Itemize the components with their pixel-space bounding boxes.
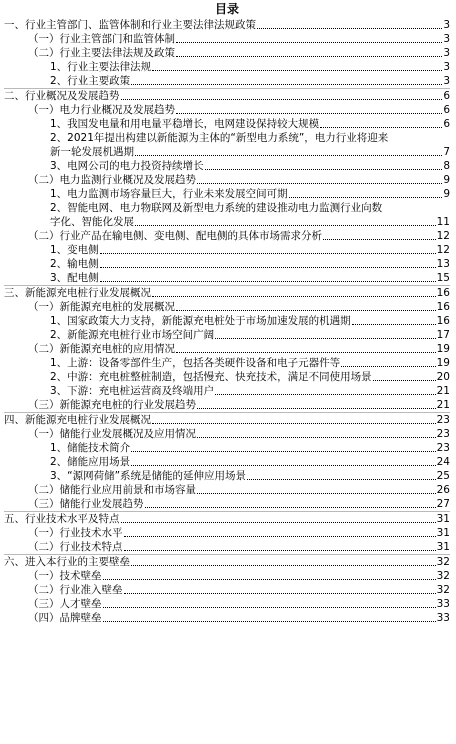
toc-dot-leader [176,113,442,114]
toc-entry-title: 2、新能源充电桩行业市场空间广阔 [50,329,215,341]
toc-section[interactable] [4,497,450,512]
toc-subsection[interactable] [4,60,450,74]
toc-section[interactable] [4,300,450,314]
toc-entry-title: 1、上游：设备零部件生产，包括各类硬件设备和电子元器件等 [50,357,341,369]
toc-page-number: 25 [436,470,450,482]
toc-dot-leader [121,522,436,523]
toc-page-number: 32 [436,556,450,568]
toc-page-number: 23 [436,414,450,426]
toc-section[interactable] [4,398,450,413]
toc-section[interactable] [4,427,450,441]
toc-dot-leader [176,352,436,353]
toc-page-number: 6 [443,90,450,102]
toc-page-number: 15 [436,272,450,284]
toc-chapter[interactable] [4,286,450,300]
toc-dot-leader [215,394,435,395]
toc-entry-title: 2、行业主要政策 [50,75,131,87]
toc-entry-title: （四）品牌壁垒 [28,612,102,624]
toc-page-number: 16 [436,287,450,299]
toc-entry-title: （二）行业产品在输电侧、变电侧、配电侧的具体市场需求分析 [28,230,322,242]
toc-page-number: 3 [443,61,450,73]
toc-page-number: 23 [436,442,450,454]
toc-page-number: 12 [436,230,450,242]
toc-entry-title: （二）电力监测行业概况及发展趋势 [28,174,196,186]
toc-page-number: 33 [436,612,450,624]
toc-dot-leader [131,465,435,466]
toc-entry-title: （二）行业主要法律法规及政策 [28,47,175,59]
toc-dot-leader [320,127,442,128]
toc-dot-leader [352,324,436,325]
toc-page-number: 31 [436,513,450,525]
toc-subsection[interactable] [4,455,450,469]
toc-dot-leader [145,507,436,508]
toc-section[interactable] [4,342,450,356]
toc-dot-leader [100,253,436,254]
toc-dot-leader [131,451,435,452]
toc-entry-title: 三、新能源充电桩行业发展概况 [4,287,151,299]
toc-page-number: 8 [443,160,450,172]
toc-entry-title: 一、行业主管部门、监管体制和行业主要法律法规政策 [4,19,256,31]
toc-page-number: 3 [443,19,450,31]
toc-page-number: 24 [436,456,450,468]
toc-entry-title: 3、下游：充电桩运营商及终端用户 [50,385,215,397]
toc-page-number: 19 [436,357,450,369]
toc-entry-title: 1、变电侧 [50,244,99,256]
toc-subsection[interactable] [4,384,450,398]
toc-dot-leader [152,70,442,71]
toc-entry-title: 字化、智能化发展 [50,216,134,228]
toc-dot-leader [197,437,436,438]
toc-section[interactable] [4,173,450,187]
toc-page-number: 27 [436,498,450,510]
toc-section[interactable] [4,229,450,243]
toc-entry-title: 1、电力监测市场容量巨大，行业未来发展空间可期 [50,188,288,200]
toc-dot-leader [152,296,436,297]
toc-entry-title: （二）储能行业应用前景和市场容量 [28,484,196,496]
toc-dot-leader [197,183,442,184]
toc-page-number: 6 [443,118,450,130]
toc-page-number: 3 [443,75,450,87]
toc-entry-title: （一）电力行业概况及发展趋势 [28,104,175,116]
toc-dot-leader [124,550,436,551]
toc-section[interactable] [4,46,450,60]
toc-entry-title: （二）行业准入壁垒 [28,584,123,596]
toc-subsection[interactable] [4,469,450,483]
toc-dot-leader [135,155,442,156]
toc-dot-leader [176,42,442,43]
toc-page-number: 16 [436,315,450,327]
toc-dot-leader [124,593,436,594]
toc-entry-title: 六、进入本行业的主要壁垒 [4,556,130,568]
toc-subsection[interactable] [4,215,450,229]
toc-dot-leader [135,225,436,226]
toc-section[interactable] [4,483,450,497]
toc-page-number: 11 [436,216,450,228]
toc-entry-title: （一）行业技术水平 [28,527,123,539]
toc-page-number: 17 [436,329,450,341]
toc-subsection[interactable] [4,328,450,342]
toc-section[interactable] [4,32,450,46]
toc-dot-leader [176,56,442,57]
toc-subsection[interactable] [4,257,450,271]
toc-page-number: 13 [436,258,450,270]
toc-entry-title: （一）新能源充电桩的发展概况 [28,301,175,313]
toc-section[interactable] [4,583,450,597]
toc-subsection[interactable] [4,74,450,89]
toc-chapter[interactable] [4,18,450,32]
toc-page-number: 20 [436,371,450,383]
toc-page-number: 7 [443,146,450,158]
toc-dot-leader [176,310,436,311]
toc-entry-title: 2、中游：充电桩整桩制造，包括慢充、快充技术，满足不同使用场景 [50,371,372,383]
toc-dot-leader [205,169,443,170]
toc-dot-leader [103,579,436,580]
toc-page-number: 32 [436,584,450,596]
toc-dot-leader [215,338,435,339]
toc-chapter[interactable] [4,413,450,427]
toc-subsection[interactable] [4,314,450,328]
toc-page-number: 9 [443,174,450,186]
toc-page-number: 32 [436,570,450,582]
toc-dot-leader [131,84,442,85]
toc-entry-title: （一）行业主管部门和监管体制 [28,33,175,45]
toc-chapter[interactable] [4,555,450,569]
toc-dot-leader [323,239,436,240]
toc-entry-title: 3、电网公司的电力投资持续增长 [50,160,204,172]
toc-subsection[interactable] [4,243,450,257]
toc-entry-title: 2、储能应用场景 [50,456,131,468]
toc-subsection[interactable] [4,187,450,201]
toc-page-number: 33 [436,598,450,610]
toc-dot-leader [257,28,442,29]
toc-chapter[interactable] [4,89,450,103]
toc-dot-leader [103,621,436,622]
toc-dot-leader [247,479,436,480]
toc-section[interactable] [4,569,450,583]
toc-dot-leader [100,267,436,268]
toc-entry-title: 二、行业概况及发展趋势 [4,90,120,102]
toc-subsection[interactable] [4,271,450,286]
toc-entries [4,18,450,625]
toc-page-number: 3 [443,33,450,45]
toc-section[interactable] [4,526,450,540]
toc-page-number: 3 [443,47,450,59]
toc-page-number: 31 [436,541,450,553]
toc-page-number: 9 [443,188,450,200]
toc-entry-title: 五、行业技术水平及特点 [4,513,120,525]
toc-page-number: 16 [436,301,450,313]
toc-entry-title: 3、“源网荷储”系统是储能的延伸应用场景 [50,470,247,482]
toc-page-number: 21 [436,385,450,397]
toc-entry-title: 3、配电侧 [50,272,99,284]
toc-chapter[interactable] [4,512,450,526]
toc-dot-leader [289,197,443,198]
toc-section[interactable] [4,103,450,117]
toc-entry-wrapped-line[interactable]: 2、2021年提出构建以新能源为主体的“新型电力系统”，电力行业将迎来 [50,132,389,144]
toc-dot-leader [124,536,436,537]
toc-entry-title: （三）储能行业发展趋势 [28,498,144,510]
toc-subsection[interactable] [4,441,450,455]
toc-entry-title: （三）新能源充电桩的行业发展趋势 [28,399,196,411]
toc-title: 目录 [214,2,239,16]
toc-dot-leader [152,423,436,424]
toc-entry-title: （三）人才壁垒 [28,598,102,610]
toc-page-number: 31 [436,527,450,539]
toc-entry-title: （二）行业技术特点 [28,541,123,553]
toc-entry-title: （一）技术壁垒 [28,570,102,582]
toc-dot-leader [121,99,443,100]
toc-subsection[interactable] [4,159,450,173]
toc-section[interactable] [4,597,450,611]
toc-entry-wrapped-line[interactable]: 2、智能电网、电力物联网及新型电力系统的建设推动电力监测行业向数 [50,202,383,214]
toc-dot-leader [197,408,436,409]
toc-dot-leader [103,607,436,608]
toc-page-number: 6 [443,104,450,116]
toc-dot-leader [373,380,436,381]
toc-dot-leader [131,565,436,566]
toc-entry-title: 1、我国发电量和用电量平稳增长，电网建设保持较大规模 [50,118,320,130]
toc-entry-title: 1、行业主要法律法规 [50,61,152,73]
toc-entry-title: （一）储能行业发展概况及应用情况 [28,428,196,440]
toc-subsection[interactable] [4,356,450,370]
toc-page-number: 21 [436,399,450,411]
toc-page-number: 26 [436,484,450,496]
toc-page-number: 12 [436,244,450,256]
toc-entry-title: 新一轮发展机遇期 [50,146,134,158]
toc-subsection[interactable] [4,117,450,131]
toc-section[interactable] [4,540,450,555]
toc-entry-title: （二）新能源充电桩的应用情况 [28,343,175,355]
toc-entry-title: 四、新能源充电桩行业发展概况 [4,414,151,426]
toc-dot-leader [197,493,436,494]
toc-entry-title: 1、储能技术简介 [50,442,131,454]
toc-dot-leader [341,366,435,367]
toc-section[interactable] [4,611,450,625]
toc-entry-title: 1、国家政策大力支持，新能源充电桩处于市场加速发展的机遇期 [50,315,351,327]
toc-page-number: 23 [436,428,450,440]
toc-entry-title: 2、输电侧 [50,258,99,270]
toc-page-number: 19 [436,343,450,355]
toc-dot-leader [100,281,436,282]
toc-subsection[interactable] [4,370,450,384]
toc-subsection[interactable] [4,145,450,159]
